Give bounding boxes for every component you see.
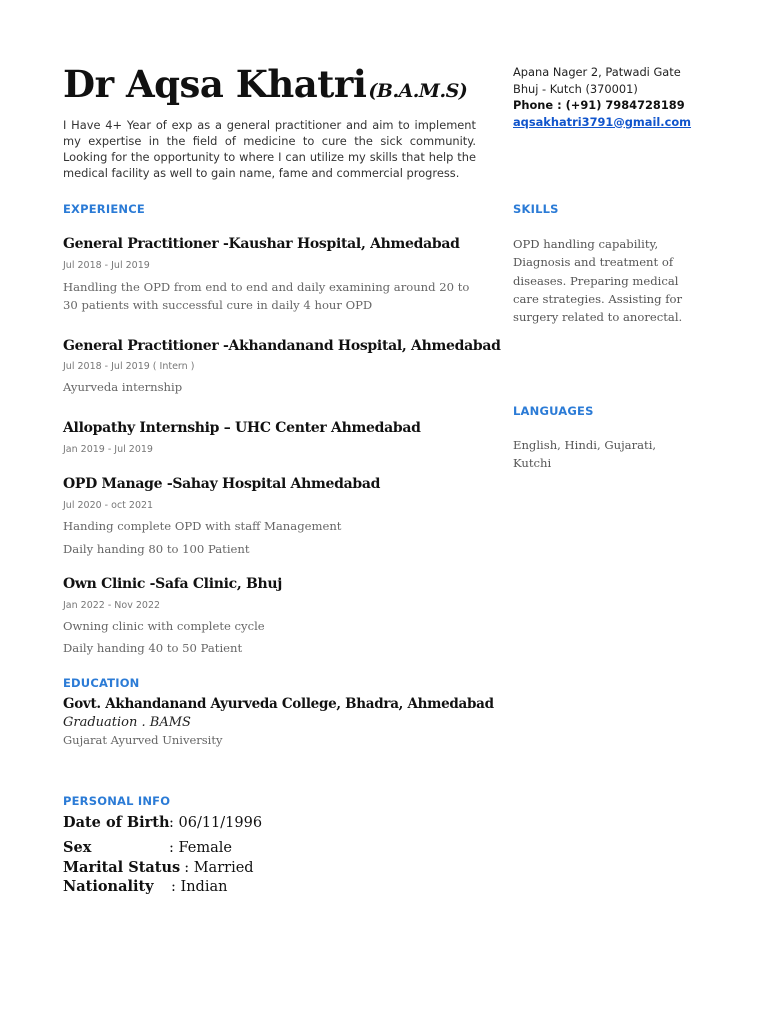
job-description: Ayurveda internship <box>63 380 183 394</box>
job-date: Jul 2020 - oct 2021 <box>63 500 154 511</box>
job-title: Own Clinic -Safa Clinic, Bhuj <box>63 576 283 592</box>
personal-info-row <box>63 814 262 831</box>
job-title: General Practitioner -Akhandanand Hospital, Ahmedabad <box>63 338 501 354</box>
personal-info-label: Marital Status <box>63 859 181 876</box>
phone: Phone : (+91) 7984728189 <box>513 98 685 112</box>
skills-text: OPD handling capability, Diagnosis and treatment of diseases. Preparing medical care strategies. Assisting for surgery related to anorectal. <box>513 237 683 325</box>
job-date: Jul 2018 - Jul 2019 <box>63 260 150 271</box>
job-description: Handing complete OPD with staff Management <box>63 519 342 533</box>
education-institution: Govt. Akhandanand Ayurveda College, Bhadra, Ahmedabad <box>63 696 494 712</box>
personal-info-row <box>63 878 227 895</box>
personal-info-value: : Married <box>184 860 254 876</box>
credential: (B.A.M.S) <box>368 80 468 102</box>
candidate-name: Dr Aqsa Khatri (B.A.M.S) <box>63 62 468 106</box>
job-title: Allopathy Internship – UHC Center Ahmedabad <box>63 420 421 436</box>
personal-info-label: Nationality <box>63 878 154 895</box>
personal-info-row <box>63 859 254 876</box>
personal-info-row <box>63 839 232 856</box>
personal-info-value: : Female <box>169 840 232 856</box>
skills-heading: SKILLS <box>513 202 559 216</box>
address-line-1: Apana Nager 2, Patwadi Gate <box>513 65 681 79</box>
job-description: Owning clinic with complete cycle <box>63 619 265 633</box>
personal-info-heading: PERSONAL INFO <box>63 794 171 808</box>
experience-heading: EXPERIENCE <box>63 202 145 216</box>
address-line-2: Bhuj - Kutch (370001) <box>513 81 638 96</box>
personal-info-value: : 06/11/1996 <box>169 815 263 831</box>
job-title: OPD Manage -Sahay Hospital Ahmedabad <box>63 476 381 492</box>
education-university: Gujarat Ayurved University <box>63 733 223 747</box>
education-degree: Graduation . BAMS <box>63 715 191 730</box>
job-date: Jan 2019 - Jul 2019 <box>63 444 153 455</box>
job-date: Jan 2022 - Nov 2022 <box>63 600 161 611</box>
personal-info-label: Date of Birth <box>63 814 170 831</box>
job-date: Jul 2018 - Jul 2019 ( Intern ) <box>63 361 195 372</box>
languages-heading: LANGUAGES <box>513 404 594 418</box>
languages-text: English, Hindi, Gujarati, Kutchi <box>513 438 657 471</box>
email-link[interactable]: aqsakhatri3791@gmail.com <box>513 114 692 129</box>
education-heading: EDUCATION <box>63 676 140 690</box>
personal-info-label: Sex <box>63 839 92 856</box>
contact-block <box>513 64 691 130</box>
job-title: General Practitioner -Kaushar Hospital, Ahmedabad <box>63 236 460 252</box>
job-description: Daily handing 80 to 100 Patient <box>63 542 250 556</box>
job-description: Handling the OPD from end to end and daily examining around 20 to 30 patients with successful cure in daily 4 hour OPD <box>63 280 470 312</box>
summary: I Have 4+ Year of exp as a general practitioner and aim to implement my expertise in the field of medicine to cure the sick community. Looking for the opportunity to where I can utilize my skills that help the medical facility as well to gain name, fame and commercial progress. <box>63 118 476 180</box>
job-description: Daily handing 40 to 50 Patient <box>63 641 243 655</box>
personal-info-value: : Indian <box>171 879 228 895</box>
